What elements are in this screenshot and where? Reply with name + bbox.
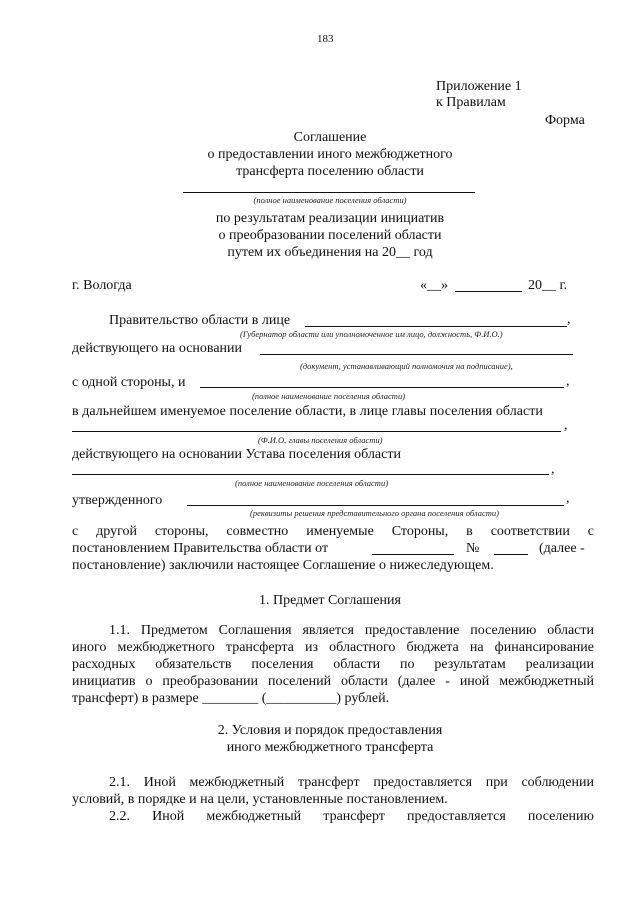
title-line-2: о предоставлении иного межбюджетного [207,147,453,162]
section-1-p1-line-3: расходных обязательств поселения области по результатам реализации [72,657,594,672]
acting-basis-line [260,354,573,355]
form-label: Форма [545,113,585,128]
other-side-line-2b: № [466,541,480,556]
approved-line [187,505,564,506]
title-line-4: по результатам реализации инициатив [215,211,445,226]
title-line-1: Соглашение [293,130,367,145]
hint-rep: (реквизиты решения представительного органа поселения области) [250,508,499,518]
section-1-p1-line-4: инициатив о преобразовании поселений области (далее - иной межбюджетный [72,674,594,689]
other-side-line-2c: (далее - [539,541,585,556]
hint-gov: (Губернатор области или уполномоченное им лицо, должность, Ф.И.О.) [240,329,503,339]
section-2-heading-line-2: иного межбюджетного трансферта [226,740,434,755]
hint-doc: (документ, устанавливающий полномочия на подписание), [300,361,513,371]
hint-head: (Ф.И.О. главы поселения области) [258,435,383,445]
title-line-3: трансферта поселению области [236,164,424,179]
decree-date-line [372,554,454,555]
decree-number-line [494,554,528,555]
acting-charter: действующего на основании Устава поселения области [72,447,401,462]
one-side: с одной стороны, и [72,375,186,390]
title-line-5: о преобразовании поселений области [218,228,442,243]
hint-settlement-2: (полное наименование поселения области) [235,478,389,488]
other-side-line-1: с другой стороны, совместно именуемые Стороны, в соответствии с [72,524,594,539]
hint-settlement-name: (полное наименование поселения области) [253,195,407,205]
section-2-p2-line-1: 2.2. Иной межбюджетный трансферт предоставляется поселению [109,809,594,824]
other-side-line-2a: постановлением Правительства области от [72,541,329,556]
section-1-p1-line-5: трансферт) в размере ________ (__________) рублей. [72,691,390,706]
hint-settlement: (полное наименование поселения области) [252,391,406,401]
title-line-6: путем их объединения на 20__ год [227,245,433,260]
date-day: «__» [420,278,448,293]
section-1-p1-line-2: иного межбюджетного трансферта из областного бюджета на финансирование [72,640,594,655]
one-side-comma: , [566,374,570,389]
charter-comma: , [551,462,555,477]
other-side-line-3: постановление) заключили настоящее Соглашение о нижеследующем. [72,558,494,573]
section-1-heading: 1. Предмет Соглашения [259,593,401,608]
acting-basis: действующего на основании [72,341,243,356]
date-year: 20__ г. [528,278,568,293]
approved: утвержденного [72,493,163,508]
one-side-line [200,387,564,388]
hereinafter: в дальнейшем именуемое поселение области, в лице главы поселения области [72,404,543,419]
appendix-line-1: Приложение 1 [436,79,522,94]
page-number: 183 [317,33,334,45]
section-2-p1-line-1: 2.1. Иной межбюджетный трансферт предоставляется при соблюдении [109,775,594,790]
head-comma: , [564,418,568,433]
gov-text: Правительство области в лице [109,313,291,328]
appendix-line-2: к Правилам [436,95,506,110]
gov-line [305,326,567,327]
head-line [72,431,561,432]
section-2-heading-line-1: 2. Условия и порядок предоставления [217,723,443,738]
section-1-p1-line-1: 1.1. Предметом Соглашения является предоставление поселению области [109,623,594,638]
approved-comma: , [566,491,570,506]
section-2-p1-line-2: условий, в порядке и на цели, установленные постановлением. [72,792,448,807]
city: г. Вологда [72,278,132,293]
gov-comma: , [567,312,571,327]
charter-line [72,474,549,475]
settlement-name-line [183,192,475,193]
date-month-line [455,291,522,292]
